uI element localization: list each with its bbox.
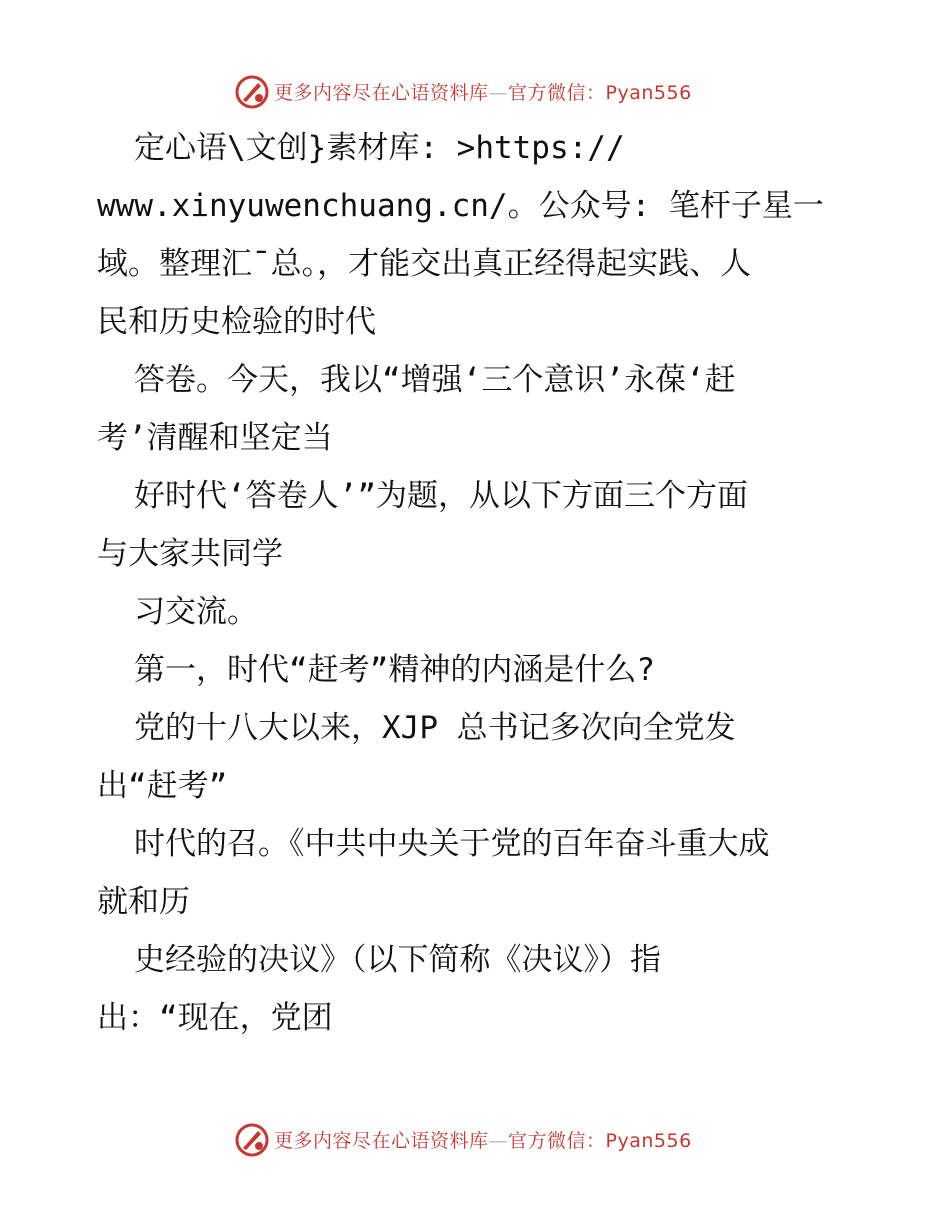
seal-logo-icon	[234, 74, 270, 110]
text-line-10: 第一，时代“赶考”精神的内涵是什么?	[134, 652, 655, 688]
footer-watermark-banner	[0, 1120, 950, 1160]
text-line-2: www.xinyuwenchuang.cn/。公众号: 笔杆子星一	[97, 188, 824, 224]
text-line-16: 出：“现在，党团	[97, 1000, 333, 1036]
text-line-12: 出“赶考”	[97, 768, 228, 804]
text-line-7: 好时代‘答卷人’”为题，从以下方面三个方面	[134, 478, 748, 514]
text-line-6: 考’清醒和坚定当	[97, 420, 333, 456]
text-line-14: 就和历	[97, 884, 190, 920]
seal-logo-icon	[234, 1122, 270, 1158]
text-line-1: 定心语\文创}素材库: >https://	[134, 130, 625, 166]
text-line-5: 答卷。今天，我以“增强‘三个意识’永葆‘赶	[134, 362, 736, 398]
text-line-9: 习交流。	[134, 594, 258, 630]
text-line-15: 史经验的决议》（以下简称《决议》）指	[134, 942, 661, 978]
text-line-8: 与大家共同学	[97, 536, 283, 572]
header-watermark-banner	[0, 72, 950, 112]
text-line-13: 时代的召。《中共中央关于党的百年奋斗重大成	[134, 826, 770, 862]
text-line-4: 民和历史检验的时代	[97, 304, 376, 340]
watermark-text: 更多内容尽在心语资料库—官方微信：Pyan556	[274, 82, 692, 104]
text-line-3: 域。整理汇¯总。，才能交出真正经得起实践、人	[97, 246, 752, 282]
watermark-text: 更多内容尽在心语资料库—官方微信：Pyan556	[274, 1130, 692, 1152]
text-line-11: 党的十八大以来，XJP 总书记多次向全党发	[134, 710, 736, 746]
